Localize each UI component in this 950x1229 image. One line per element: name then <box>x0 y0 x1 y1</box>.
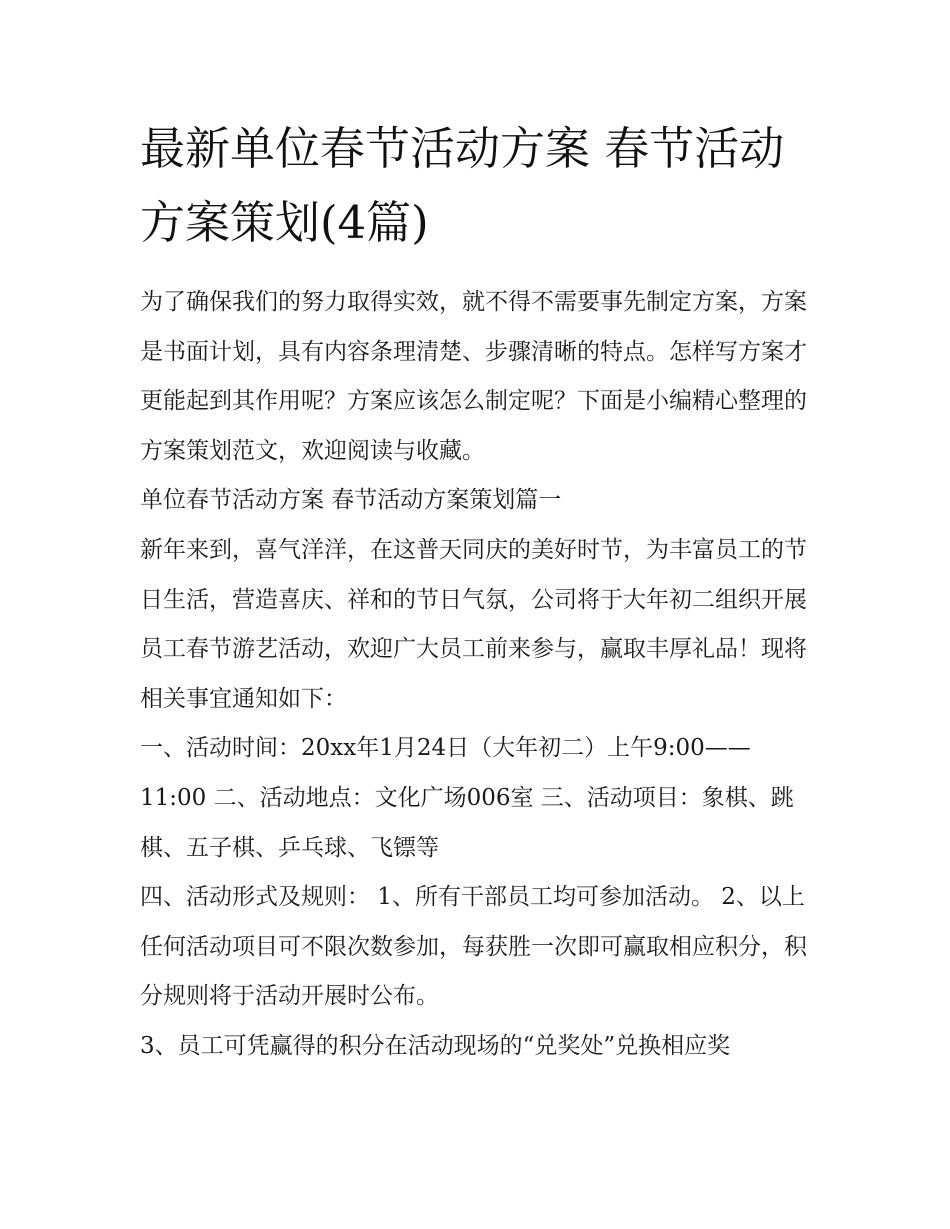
paragraph-time-location-items: 一、活动时间：20xx年1月24日（大年初二）上午9:00——11:00 二、活动地点：文化广场006室 三、活动项目：象棋、跳棋、五子棋、乒乓球、飞镖等 <box>140 735 794 861</box>
paragraph-notice: 新年来到，喜气洋洋，在这普天同庆的美好时节，为丰富员工的节日生活，营造喜庆、祥和的节日气氛，公司将于大年初二组织开展员工春节游艺活动，欢迎广大员工前来参与，赢取丰厚礼品！现将相关事宜通知如下： <box>140 536 807 712</box>
paragraph-intro: 为了确保我们的努力取得实效，就不得不需要事先制定方案，方案是书面计划，具有内容条理清楚、步骤清晰的特点。怎样写方案才更能起到其作用呢？方案应该怎么制定呢？下面是小编精心整理的方案策划范文，欢迎阅读与收藏。 <box>140 289 807 464</box>
document-title: 最新单位春节活动方案 春节活动方案策划(4篇) <box>140 122 785 249</box>
paragraph-prize-redemption: 3、员工可凭赢得的积分在活动现场的“兑奖处”兑换相应奖 <box>140 1032 731 1059</box>
paragraph-rules: 四、活动形式及规则： 1、所有干部员工均可参加活动。 2、以上任何活动项目可不限次数参加，每获胜一次即可赢取相应积分，积分规则将于活动开展时公布。 <box>140 884 807 1010</box>
section-heading: 单位春节活动方案 春节活动方案策划篇一 <box>140 487 562 514</box>
document-body <box>140 278 815 1072</box>
